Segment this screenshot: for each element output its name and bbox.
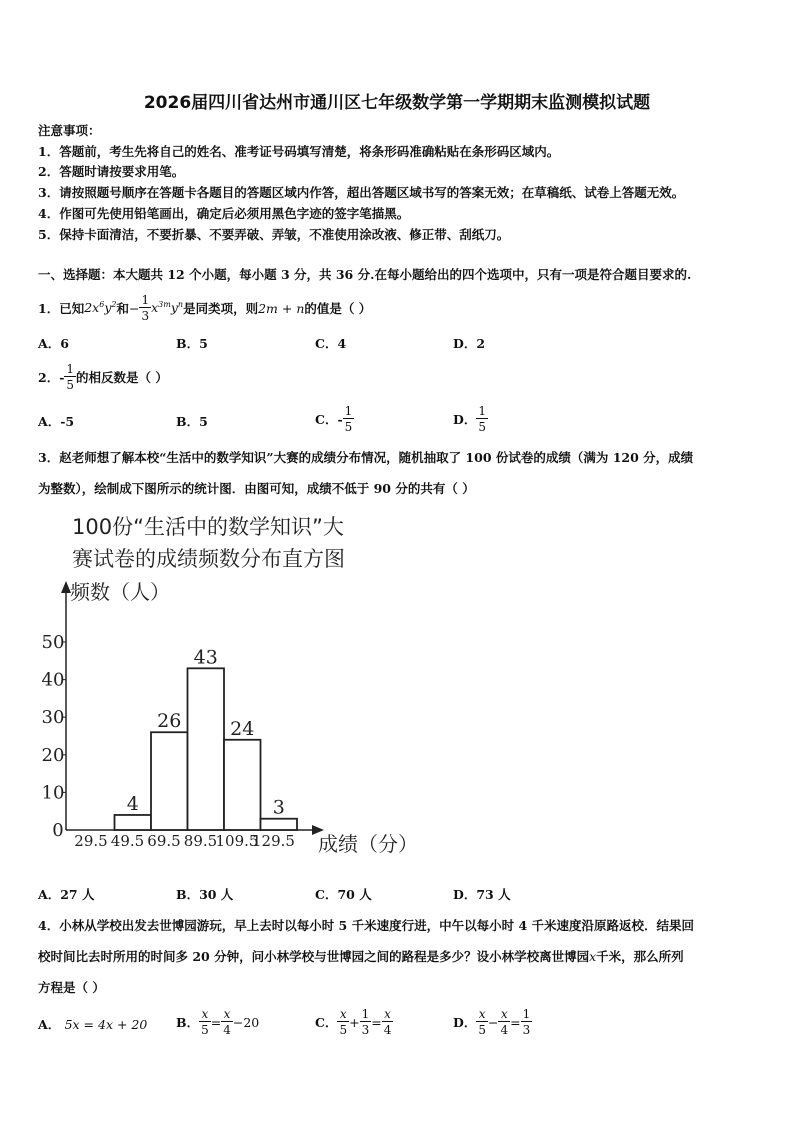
question-2 [38,358,168,396]
q2-option-a[interactable]: A．-5 [38,414,75,429]
q3-option-b[interactable]: B．30 人 [176,887,234,902]
histogram-bar [188,668,225,830]
y-tick-label: 50 [41,632,65,653]
x-tick-label: 89.5 [183,832,218,850]
q2-suffix: 的相反数是（ ） [76,370,168,385]
x-axis-label: 成绩（分） [318,832,418,856]
x-tick-label: 109.5 [215,832,259,850]
q1-mid: 是同类项，则 [183,301,259,316]
bar-value-label: 4 [126,792,139,815]
note-item: 2．答题时请按要求用笔。 [38,164,185,179]
q1-option-b[interactable]: B．5 [176,336,208,351]
q1-term2: $x^{3m}y^n$ [151,300,184,316]
histogram-bar [261,819,298,830]
q4-option-d[interactable]: D． $\frac{x}{5}$ − $\frac{x}{4}$ = $\frac{1}{3}$ [453,1007,531,1037]
q2-option-c[interactable]: C．- $\frac{1}{5}$ [315,404,353,434]
y-tick-label: 0 [52,820,64,841]
question-1 [38,290,371,326]
q1-fraction: $\frac{1}{3}$ [141,293,150,323]
histogram-svg [40,505,440,875]
note-item: 1．答题前，考生先将自己的姓名、准考证号码填写清楚，将条形码准确粘贴在条形码区域内。 [38,144,560,159]
q4-option-a[interactable]: A． 5x = 4x + 20 [38,1017,148,1032]
note-item: 3．请按照题号顺序在答题卡各题目的答题区域内作答，超出答题区域书写的答案无效；在草稿纸、试卷上答题无效。 [38,185,685,200]
chart-title-line-1: 100份“生活中的数学知识”大 [72,515,344,539]
q1-term1: $2x^6y^2$ [84,300,117,316]
q1-minus: − [128,300,140,316]
y-axis-label: 频数（人） [70,580,170,604]
q3-option-a[interactable]: A．27 人 [38,887,95,902]
x-tick-label: 29.5 [74,832,108,850]
histogram-bar [224,740,261,830]
q1-option-c[interactable]: C．4 [315,336,347,351]
q3-option-d[interactable]: D．73 人 [453,887,511,902]
y-tick-label: 10 [41,782,65,804]
y-tick-label: 30 [41,707,65,729]
q3-line-2: 为整数），绘制成下图所示的统计图．由图可知，成绩不低于 90 分的共有（ ） [38,481,475,496]
notes-heading: 注意事项： [38,123,101,138]
q4-line-3: 方程是（ ） [38,980,105,995]
q1-option-d[interactable]: D．2 [453,336,486,351]
bar-value-label: 26 [157,710,182,733]
page-title: 2026届四川省达州市通川区七年级数学第一学期期末监测模拟试题 [143,93,651,113]
q3-line-1: 3．赵老师想了解本校“生活中的数学知识”大赛的成绩分布情况，随机抽取了 100 份试卷的成绩（满为 120 分，成绩 [38,450,694,465]
q1-suffix: 的值是（ ） [304,301,372,316]
x-tick-label: 69.5 [147,832,181,850]
q2-option-b[interactable]: B．5 [176,414,208,429]
q4-line-1: 4．小林从学校出发去世博园游玩，早上去时以每小时 5 千米速度行进，中午以每小时 4 千米速度沿原路返校．结果回 [38,918,695,933]
y-tick-label: 40 [41,669,65,691]
chart-title-line-2: 赛试卷的成绩频数分布直方图 [72,547,345,571]
q1-expression: 2m + n [258,300,305,316]
bar-value-label: 3 [272,796,285,819]
histogram-bar [115,815,152,830]
histogram-bar [151,732,188,830]
bar-value-label: 43 [193,646,218,669]
q1-option-a[interactable]: A．6 [38,336,69,351]
q2-option-d[interactable]: D． $\frac{1}{5}$ [453,404,486,434]
q1-and: 和 [116,301,129,316]
x-tick-label: 129.5 [252,832,295,850]
note-item: 5．保持卡面清洁，不要折暴、不要弄破、弄皱，不准使用涂改液、修正带、刮纸刀。 [38,227,510,242]
note-item: 4．作图可先使用铅笔画出，确定后必须用黑色字迹的签字笔描黑。 [38,206,410,221]
section-heading: 一、选择题：本大题共 12 个小题，每小题 3 分，共 36 分.在每小题给出的四个选项中，只有一项是符合题目要求的. [38,267,692,282]
q4-option-b[interactable]: B． $\frac{x}{5}$ = $\frac{x}{4}$ −20 [176,1007,260,1037]
q2-prefix: 2．- [38,370,65,385]
q1-prefix: 1．已知 [38,301,85,316]
q4-option-c[interactable]: C． $\frac{x}{5}$ + $\frac{1}{3}$ = $\frac{x}{4}$ [315,1007,392,1037]
histogram-chart [40,505,440,875]
x-tick-label: 49.5 [110,832,145,850]
y-tick-label: 20 [41,744,65,766]
bar-value-label: 24 [230,717,255,740]
q2-fraction: $\frac{1}{5}$ [66,362,75,392]
q4-line-2: 校时间比去时所用的时间多 20 分钟，问小林学校与世博园之间的路程是多少？设小林学校离世博园x千米，那么所列 [38,949,684,964]
q3-option-c[interactable]: C．70 人 [315,887,372,902]
